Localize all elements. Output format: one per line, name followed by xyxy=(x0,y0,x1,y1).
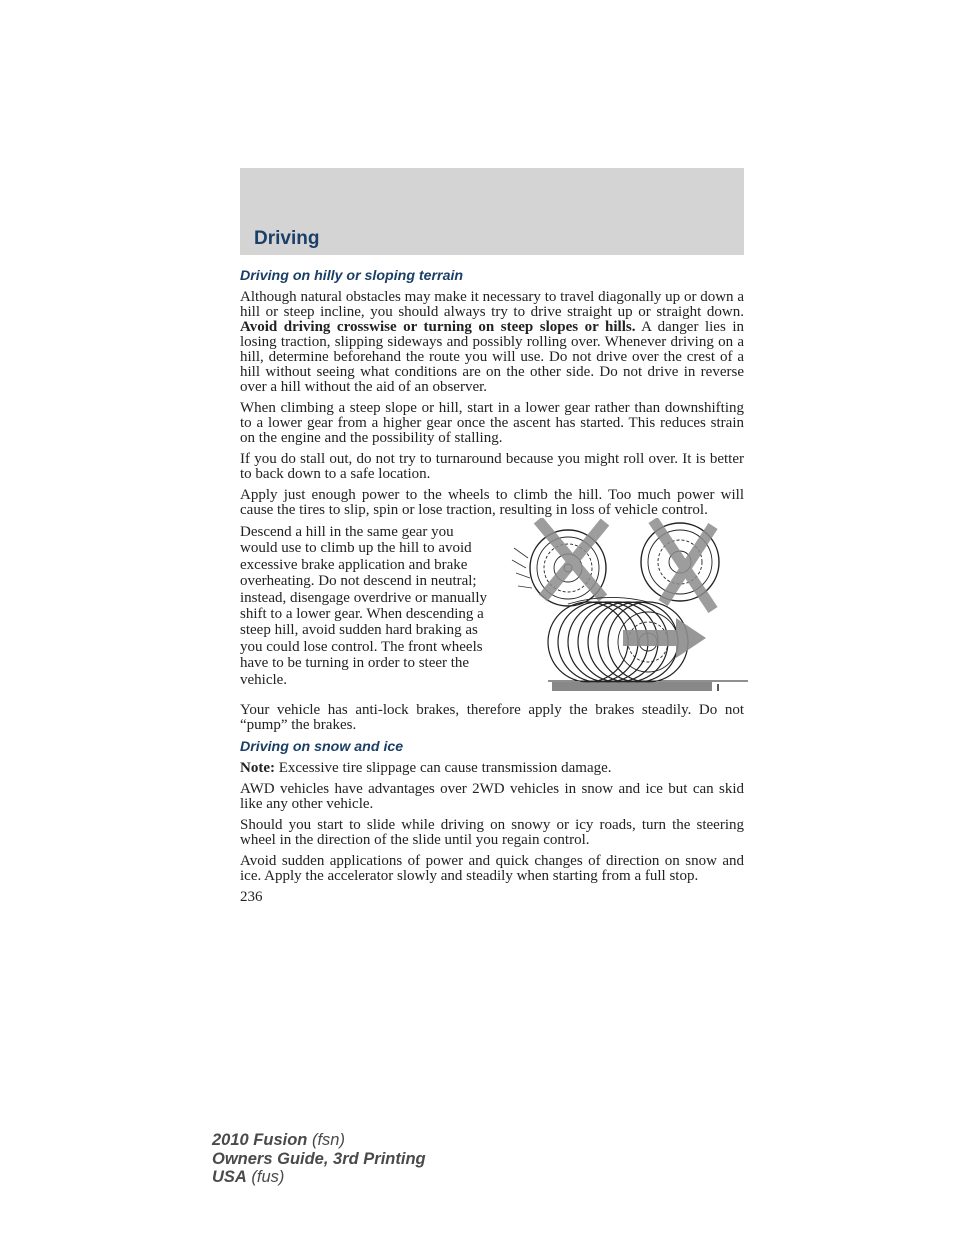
paragraph-slide: Should you start to slide while driving on snowy or icy roads, turn the steering wheel in the direction of the slide until you regain control. xyxy=(240,817,744,848)
paragraph-power: Apply just enough power to the wheels to climb the hill. Too much power will cause the tires to slip, spin or lose traction, resulting in loss of vehicle control. xyxy=(240,487,744,518)
heading-hilly-terrain: Driving on hilly or sloping terrain xyxy=(240,268,464,284)
document-footer xyxy=(212,1131,426,1187)
cross-icon-left xyxy=(538,520,605,598)
ground-line xyxy=(548,681,748,691)
text-span: Although natural obstacles may make it necessary to travel diagonally up or down a hill or steep incline, you should always try to drive straight up or straight down. xyxy=(240,289,744,320)
descend-block xyxy=(240,524,744,703)
paragraph-awd: AWD vehicles have advantages over 2WD vehicles in snow and ice but can skid like any other vehicle. xyxy=(240,781,744,812)
note-label: Note: xyxy=(240,760,275,776)
descend-text-column xyxy=(240,524,492,703)
paragraph-stall: If you do stall out, do not try to turnaround because you might roll over. It is better to back down to a safe location. xyxy=(240,451,744,482)
paragraph-anti-lock: Your vehicle has anti-lock brakes, therefore apply the brakes steadily. Do not “pump” the brakes. xyxy=(240,702,744,733)
footer-region: USA xyxy=(212,1168,247,1186)
text-span: A danger lies in losing traction, slipping sideways and possibly rolling over. Whenever driving on a hill, determine beforehand the route you will use. Do not drive over the crest of a hill without seeing what conditions are on the other side. Do not drive in reverse over a hill without the aid of an observer. xyxy=(240,319,744,395)
footer-region-code: (fus) xyxy=(246,1168,285,1186)
paragraph-note xyxy=(240,761,744,776)
section-title: Driving xyxy=(254,228,320,249)
page-content xyxy=(240,268,744,905)
footer-line-guide xyxy=(212,1150,426,1169)
footer-model: 2010 Fusion xyxy=(212,1131,308,1149)
heading-snow-ice: Driving on snow and ice xyxy=(240,739,404,755)
section-header-band xyxy=(240,168,744,255)
footer-model-code: (fsn) xyxy=(307,1131,345,1149)
paragraph-diagonal-travel xyxy=(240,290,744,395)
direction-arrow-icon xyxy=(623,618,706,658)
wheel-rolling-illustration xyxy=(508,518,748,703)
cross-icon-right xyxy=(653,520,713,610)
warning-bold-text: Avoid driving crosswise or turning on steep slopes or hills. xyxy=(240,319,636,335)
footer-line-model xyxy=(212,1131,426,1150)
paragraph-acceleration: Avoid sudden applications of power and quick changes of direction on snow and ice. Apply the accelerator slowly and steadily when starting from a full stop. xyxy=(240,853,744,884)
footer-guide: Owners Guide, 3rd Printing xyxy=(212,1149,426,1168)
paragraph-descend: Descend a hill in the same gear you would use to climb up the hill to avoid excessive brake application and brake overheating. Do not descend in neutral; instead, disengage overdrive or manually shift to a lower gear. When descending a steep hill, avoid sudden hard braking as you could lose control. The front wheels have to be turning in order to steer the vehicle. xyxy=(240,524,488,688)
note-text: Excessive tire slippage can cause transmission damage. xyxy=(274,760,612,776)
page-number: 236 xyxy=(240,889,263,905)
footer-line-region xyxy=(212,1168,426,1187)
paragraph-climbing: When climbing a steep slope or hill, start in a lower gear rather than downshifting to a lower gear from a higher gear once the ascent has started. This reduces strain on the engine and the possibility of stalling. xyxy=(240,400,744,446)
